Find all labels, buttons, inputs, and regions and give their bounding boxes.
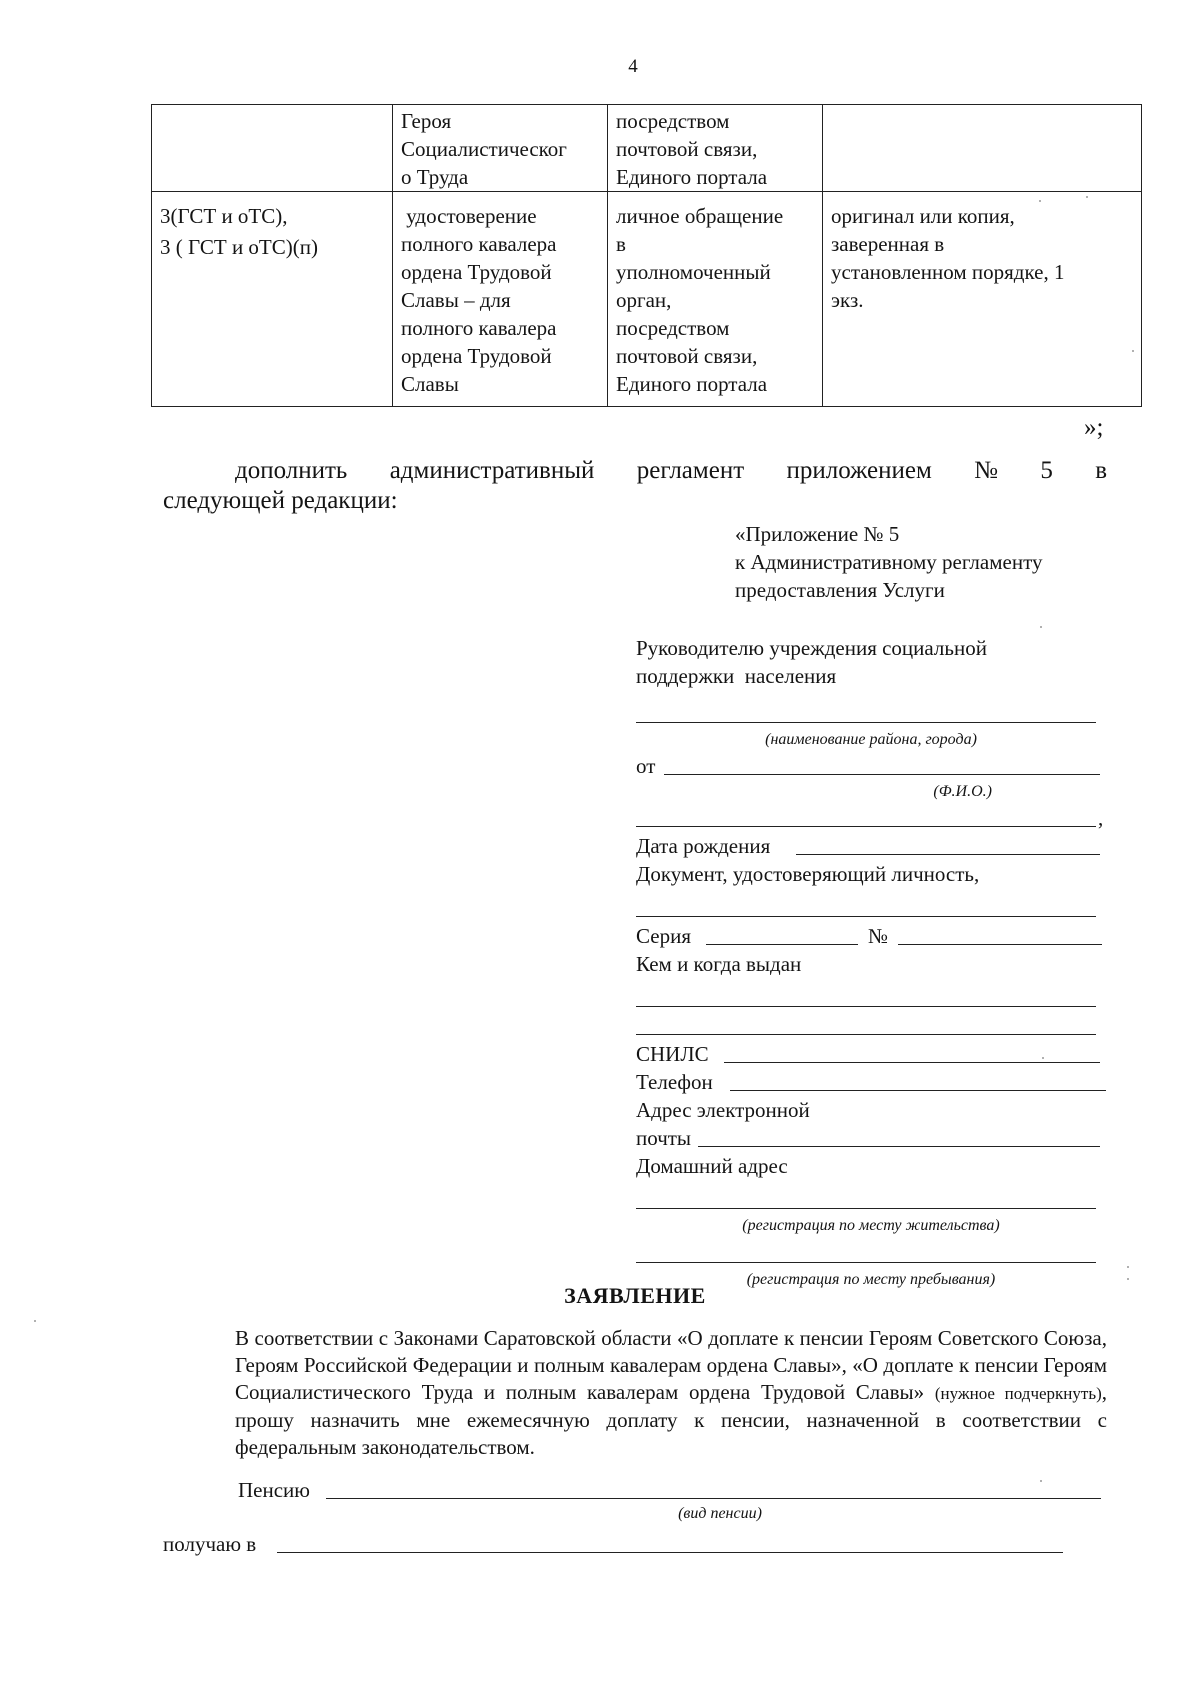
residence-hint: (регистрация по месту жительства) bbox=[742, 1217, 1000, 1234]
table-cell-form bbox=[823, 192, 1142, 407]
cell-line: почтовой связи, bbox=[616, 137, 758, 161]
series-row bbox=[636, 922, 1106, 950]
snils-label: СНИЛС bbox=[636, 1042, 709, 1066]
page-number: 4 bbox=[628, 56, 638, 77]
intro-paragraph bbox=[163, 456, 1107, 516]
cell-line: о Труда bbox=[401, 165, 469, 189]
cell-line: Героя bbox=[401, 109, 452, 133]
residence-row bbox=[636, 1186, 1106, 1214]
statement-title: ЗАЯВЛЕНИЕ bbox=[564, 1283, 706, 1308]
intro-word: 5 bbox=[1040, 457, 1053, 484]
stay-hint: (регистрация по месту пребывания) bbox=[746, 1271, 996, 1288]
cell-line: Славы – для bbox=[401, 288, 511, 312]
table-row bbox=[152, 105, 1142, 192]
cell-line: 3(ГСТ и оТС), bbox=[160, 204, 288, 228]
cell-line: уполномоченный bbox=[616, 260, 771, 284]
cell-line: экз. bbox=[831, 288, 864, 312]
pension-hint: (вид пенсии) bbox=[678, 1505, 762, 1522]
email-row bbox=[636, 1124, 1106, 1152]
cell-line: Социалистическог bbox=[401, 137, 567, 161]
intro-word: № bbox=[974, 457, 998, 484]
table-row bbox=[152, 192, 1142, 407]
email-field[interactable] bbox=[698, 1146, 1100, 1147]
from-label: от bbox=[636, 754, 656, 778]
receive-label: получаю в bbox=[163, 1532, 257, 1556]
table-cell-method bbox=[608, 105, 823, 192]
cell-line: 3 ( ГСТ и оТС)(п) bbox=[160, 235, 318, 259]
statement-part-2: , прошу назначить мне ежемесячную доплату к пенсии, назначенной в соответствии с федеральным законодательством. bbox=[235, 1380, 1107, 1459]
cell-line: посредством bbox=[616, 109, 730, 133]
scan-speck bbox=[1086, 196, 1088, 198]
scan-speck bbox=[1127, 1266, 1129, 1268]
scan-speck bbox=[1039, 200, 1041, 202]
district-hint: (наименование района, города) bbox=[765, 731, 977, 748]
birth-row bbox=[636, 832, 1106, 860]
receive-row bbox=[163, 1530, 1063, 1558]
stay-field[interactable] bbox=[636, 1262, 1096, 1263]
snils-row bbox=[636, 1040, 1106, 1068]
intro-line-1 bbox=[163, 456, 1107, 486]
intro-line-2: следующей редакции: bbox=[163, 487, 398, 514]
addressee-line: Руководителю учреждения социальной bbox=[636, 636, 987, 660]
stay-row bbox=[636, 1240, 1106, 1268]
issued-label: Кем и когда выдан bbox=[636, 952, 802, 976]
series-label: Серия bbox=[636, 924, 691, 948]
cell-line: посредством bbox=[616, 316, 730, 340]
birth-date-field[interactable] bbox=[796, 854, 1100, 855]
addressee-line: поддержки населения bbox=[636, 664, 837, 688]
closing-quote: »; bbox=[1084, 414, 1104, 441]
cell-line: оригинал или копия, bbox=[831, 204, 1015, 228]
intro-word: регламент bbox=[636, 457, 745, 484]
id-doc-label: Документ, удостоверяющий личность, bbox=[636, 862, 980, 886]
cell-line: Единого портала bbox=[616, 165, 768, 189]
phone-label: Телефон bbox=[636, 1070, 713, 1094]
table-cell-document bbox=[393, 192, 608, 407]
scan-speck bbox=[1042, 1057, 1044, 1059]
cell-line: полного кавалера bbox=[401, 232, 557, 256]
documents-table bbox=[151, 104, 1142, 407]
appendix-line: предоставления Услуги bbox=[735, 578, 945, 602]
statement-paragraph bbox=[165, 1325, 1107, 1461]
statement-note: (нужное подчеркнуть) bbox=[934, 1384, 1102, 1403]
table-cell-method bbox=[608, 192, 823, 407]
snils-field[interactable] bbox=[724, 1062, 1100, 1063]
cell-line: полного кавалера bbox=[401, 316, 557, 340]
cell-line: почтовой связи, bbox=[616, 344, 758, 368]
appendix-header bbox=[735, 520, 1042, 604]
cell-line: ордена Трудовой bbox=[401, 260, 552, 284]
home-address-label: Домашний адрес bbox=[636, 1154, 788, 1178]
pension-row bbox=[238, 1476, 1098, 1504]
cell-line: заверенная в bbox=[831, 232, 945, 256]
id-doc-field[interactable] bbox=[636, 916, 1096, 917]
email-label: Адрес электронной bbox=[636, 1098, 810, 1122]
scan-speck bbox=[1127, 1278, 1129, 1280]
appendix-line: к Административному регламенту bbox=[735, 550, 1043, 574]
fio-continuation-row bbox=[636, 804, 1106, 832]
cell-line: ордена Трудовой bbox=[401, 344, 552, 368]
statement-part-1: В соответствии с Законами Саратовской области «О доплате к пенсии Героям Советского Союза, Героям Российской Федерации и полным кавалерам ордена Славы», «О доплате к пенсии Героям Социалистического Труда и полным кавалерам ордена Трудовой Славы» bbox=[235, 1326, 1107, 1404]
fio-field[interactable] bbox=[664, 774, 1100, 775]
cell-line: удостоверение bbox=[401, 204, 537, 228]
table-cell-code bbox=[152, 105, 393, 192]
table-cell-document bbox=[393, 105, 608, 192]
issued-field-1[interactable] bbox=[636, 1006, 1096, 1007]
from-row bbox=[636, 752, 1106, 780]
intro-word: в bbox=[1095, 457, 1107, 484]
residence-field[interactable] bbox=[636, 1208, 1096, 1209]
cell-line: личное обращение bbox=[616, 204, 784, 228]
email-label-cont: почты bbox=[636, 1126, 692, 1150]
cell-line: в bbox=[616, 232, 626, 256]
pension-field[interactable] bbox=[326, 1498, 1101, 1499]
comma: , bbox=[1098, 806, 1104, 830]
issued-field-2[interactable] bbox=[636, 1034, 1096, 1035]
receive-field[interactable] bbox=[277, 1552, 1063, 1553]
issued-row-1 bbox=[636, 984, 1106, 1012]
table-cell-code bbox=[152, 192, 393, 407]
appendix-line: «Приложение № 5 bbox=[735, 522, 900, 546]
intro-word: административный bbox=[389, 457, 595, 484]
cell-line: орган, bbox=[616, 288, 672, 312]
table-cell-form bbox=[823, 105, 1142, 192]
birth-label: Дата рождения bbox=[636, 834, 771, 858]
number-label: № bbox=[868, 924, 889, 948]
district-field[interactable] bbox=[636, 722, 1096, 723]
fio-continuation-field[interactable] bbox=[636, 826, 1096, 827]
phone-field[interactable] bbox=[730, 1090, 1106, 1091]
issued-row-2 bbox=[636, 1012, 1106, 1040]
cell-line: Единого портала bbox=[616, 372, 768, 396]
scan-speck bbox=[1132, 350, 1134, 352]
district-row bbox=[636, 700, 1106, 728]
cell-line: Славы bbox=[401, 372, 459, 396]
fio-hint: (Ф.И.О.) bbox=[933, 783, 992, 800]
scan-speck bbox=[34, 1320, 36, 1322]
number-field[interactable] bbox=[898, 944, 1102, 945]
scan-speck bbox=[1040, 626, 1042, 628]
intro-word: приложением bbox=[786, 457, 932, 484]
intro-word: дополнить bbox=[235, 457, 348, 484]
statement-text bbox=[165, 1325, 1107, 1461]
id-doc-row bbox=[636, 894, 1106, 922]
applicant-form bbox=[636, 634, 1106, 1292]
scan-speck bbox=[1040, 1480, 1042, 1482]
cell-line: установленном порядке, 1 bbox=[831, 260, 1065, 284]
pension-label: Пенсию bbox=[238, 1478, 310, 1502]
series-field[interactable] bbox=[706, 944, 858, 945]
phone-row bbox=[636, 1068, 1106, 1096]
